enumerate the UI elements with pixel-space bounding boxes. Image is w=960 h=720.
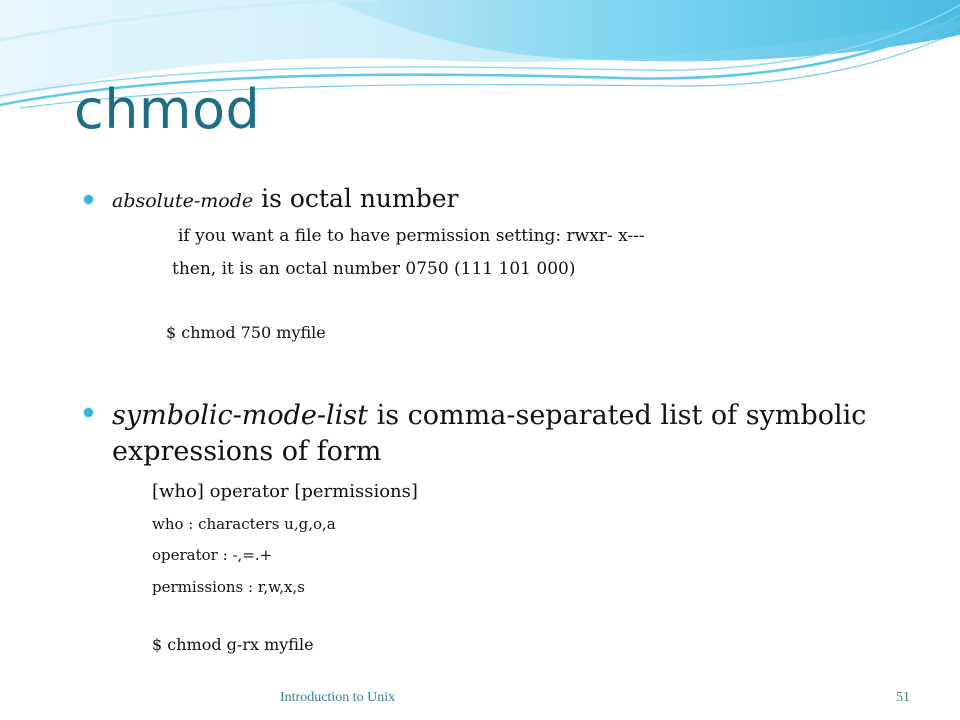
- bullet-dot: [84, 408, 93, 417]
- absolute-mode-command: $ chmod 750 myfile: [166, 323, 326, 342]
- bullet-dot: [84, 195, 93, 204]
- symbolic-mode-command: $ chmod g-rx myfile: [152, 635, 314, 654]
- absolute-mode-example-line: if you want a file to have permission setting: rwxr- x---: [178, 226, 645, 246]
- symbolic-form-line: [who] operator [permissions]: [152, 481, 418, 502]
- symbolic-operator-line: operator : -,=.+: [152, 546, 273, 564]
- symbolic-who-line: who : characters u,g,o,a: [152, 515, 336, 533]
- term-symbolic-mode-list: symbolic-mode-list: [112, 400, 368, 431]
- bullet-absolute-mode-text: is octal number: [253, 184, 459, 213]
- absolute-mode-octal-line: then, it is an octal number 0750 (111 101 000): [172, 259, 576, 279]
- symbolic-permissions-line: permissions : r,w,x,s: [152, 578, 305, 596]
- slide-title: chmod: [74, 78, 261, 141]
- footer-text: Introduction to Unix: [280, 690, 396, 705]
- bullet-symbolic-mode-text: is comma-separated list of symbolic expressions of form: [112, 400, 867, 467]
- bullet-absolute-mode: [112, 184, 458, 213]
- bullet-symbolic-mode: [112, 398, 912, 470]
- term-absolute-mode: absolute-mode: [112, 190, 254, 212]
- slide-number: 51: [896, 690, 910, 705]
